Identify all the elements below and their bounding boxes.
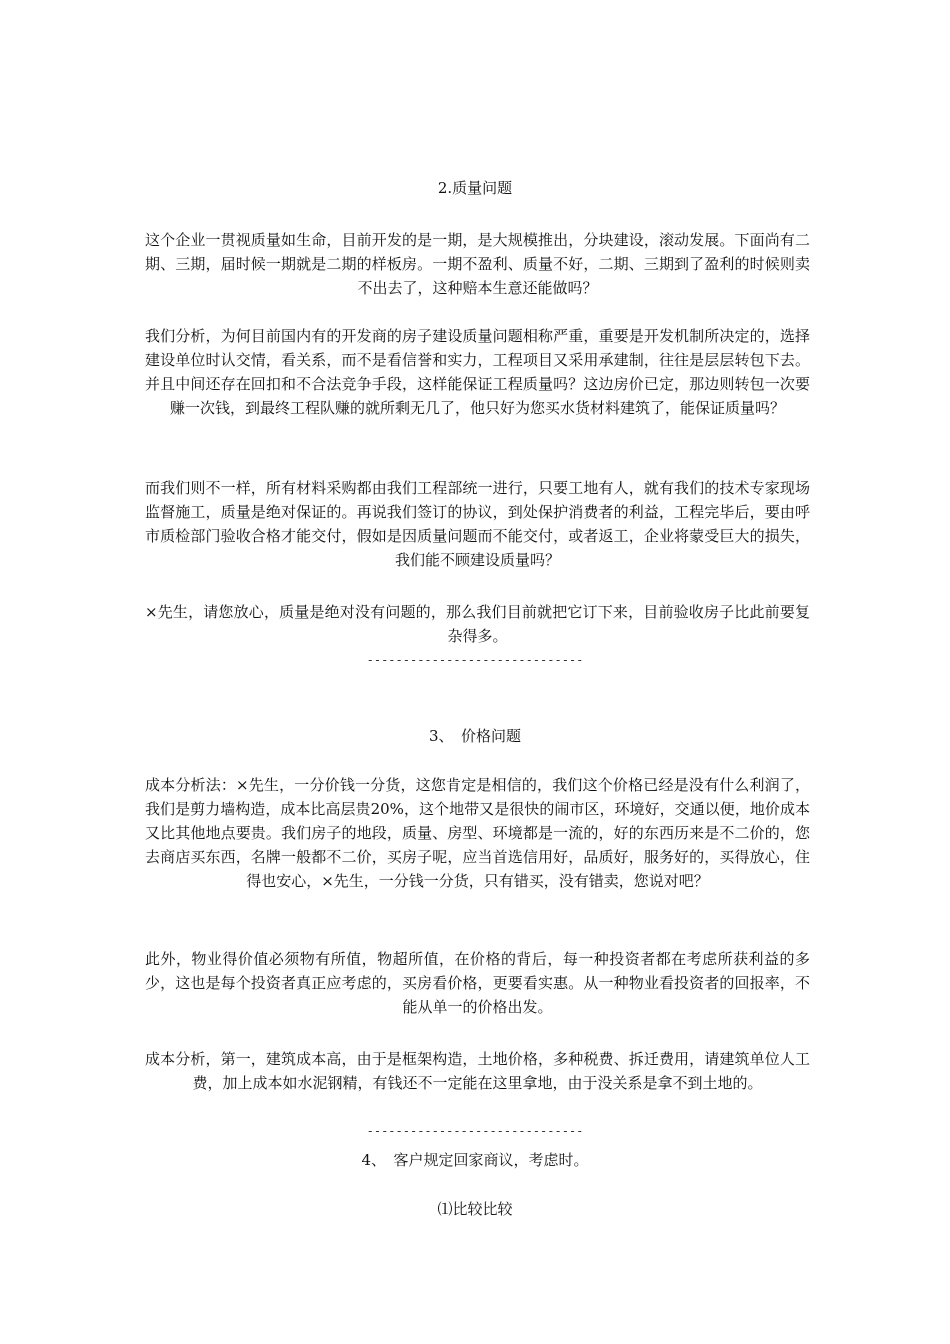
- section-3-paragraph-1: 成本分析法：×先生，一分价钱一分货，这您肯定是相信的，我们这个价格已经是没有什么利润了，我们是剪力墙构造，成本比高层贵20%，这个地带又是很快的闹市区，环境好，交通以便，地价成本又比其他地点要贵。我们房子的地段，质量、房型、环境都是一流的，好的东西历来是不二价的，您去商店买东西，名牌一般都不二价，买房子呢，应当首选信用好，品质好，服务好的，买得放心，住得也安心，×先生，一分钱一分货，只有错买，没有错卖，您说对吧？: [145, 776, 810, 890]
- section-3-paragraph-2: 此外，物业得价值必须物有所值，物超所值，在价格的背后，每一种投资者都在考虑所获利益的多少，这也是每个投资者真正应考虑的，买房看价格，更要看实惠。从一种物业看投资者的回报率，不能从单一的价格出发。: [145, 950, 810, 1016]
- section-2-paragraph-2: 我们分析，为何目前国内有的开发商的房子建设质量问题相称严重，重要是开发机制所决定的，选择建设单位时认交情，看关系，而不是看信誉和实力，工程项目又采用承建制，往往是层层转包下去。并且中间还存在回扣和不合法竞争手段，这样能保证工程质量吗？这边房价已定，那边则转包一次要赚一次钱，到最终工程队赚的就所剩无几了，他只好为您买水货材料建筑了，能保证质量吗？: [145, 327, 810, 417]
- section-2-paragraph-4: ×先生，请您放心，质量是绝对没有问题的，那么我们目前就把它订下来，目前验收房子比此前要复杂得多。: [145, 603, 810, 645]
- section-2-heading: 2.质量问题: [437, 179, 513, 197]
- section-4-heading: 4、 客户规定回家商议，考虑时。: [361, 1151, 589, 1169]
- section-3-heading: 3、 价格问题: [428, 727, 522, 745]
- section-2-paragraph-3: 而我们则不一样，所有材料采购都由我们工程部统一进行，只要工地有人，就有我们的技术专家现场监督施工，质量是绝对保证的。再说我们签订的协议，到处保护消费者的利益，工程完毕后，要由呼市质检部门验收合格才能交付，假如是因质量问题而不能交付，或者返工，企业将蒙受巨大的损失，我们能不顾建设质量吗？: [145, 479, 810, 569]
- section-3-paragraph-3: 成本分析，第一，建筑成本高，由于是框架构造，土地价格，多种税费、拆迁费用，请建筑单位人工费，加上成本如水泥钢精，有钱还不一定能在这里拿地，由于没关系是拿不到土地的。: [145, 1050, 810, 1092]
- section-4-subitem-1: ⑴比较比较: [437, 1200, 513, 1218]
- section-2-separator: ------------------------------: [366, 653, 584, 667]
- section-2-paragraph-1: 这个企业一贯视质量如生命，目前开发的是一期，是大规模推出，分块建设，滚动发展。下面尚有二期、三期，届时候一期就是二期的样板房。一期不盈利、质量不好，二期、三期到了盈利的时候则卖不出去了，这种赔本生意还能做吗？: [145, 231, 810, 297]
- section-3-separator: ------------------------------: [366, 1124, 584, 1138]
